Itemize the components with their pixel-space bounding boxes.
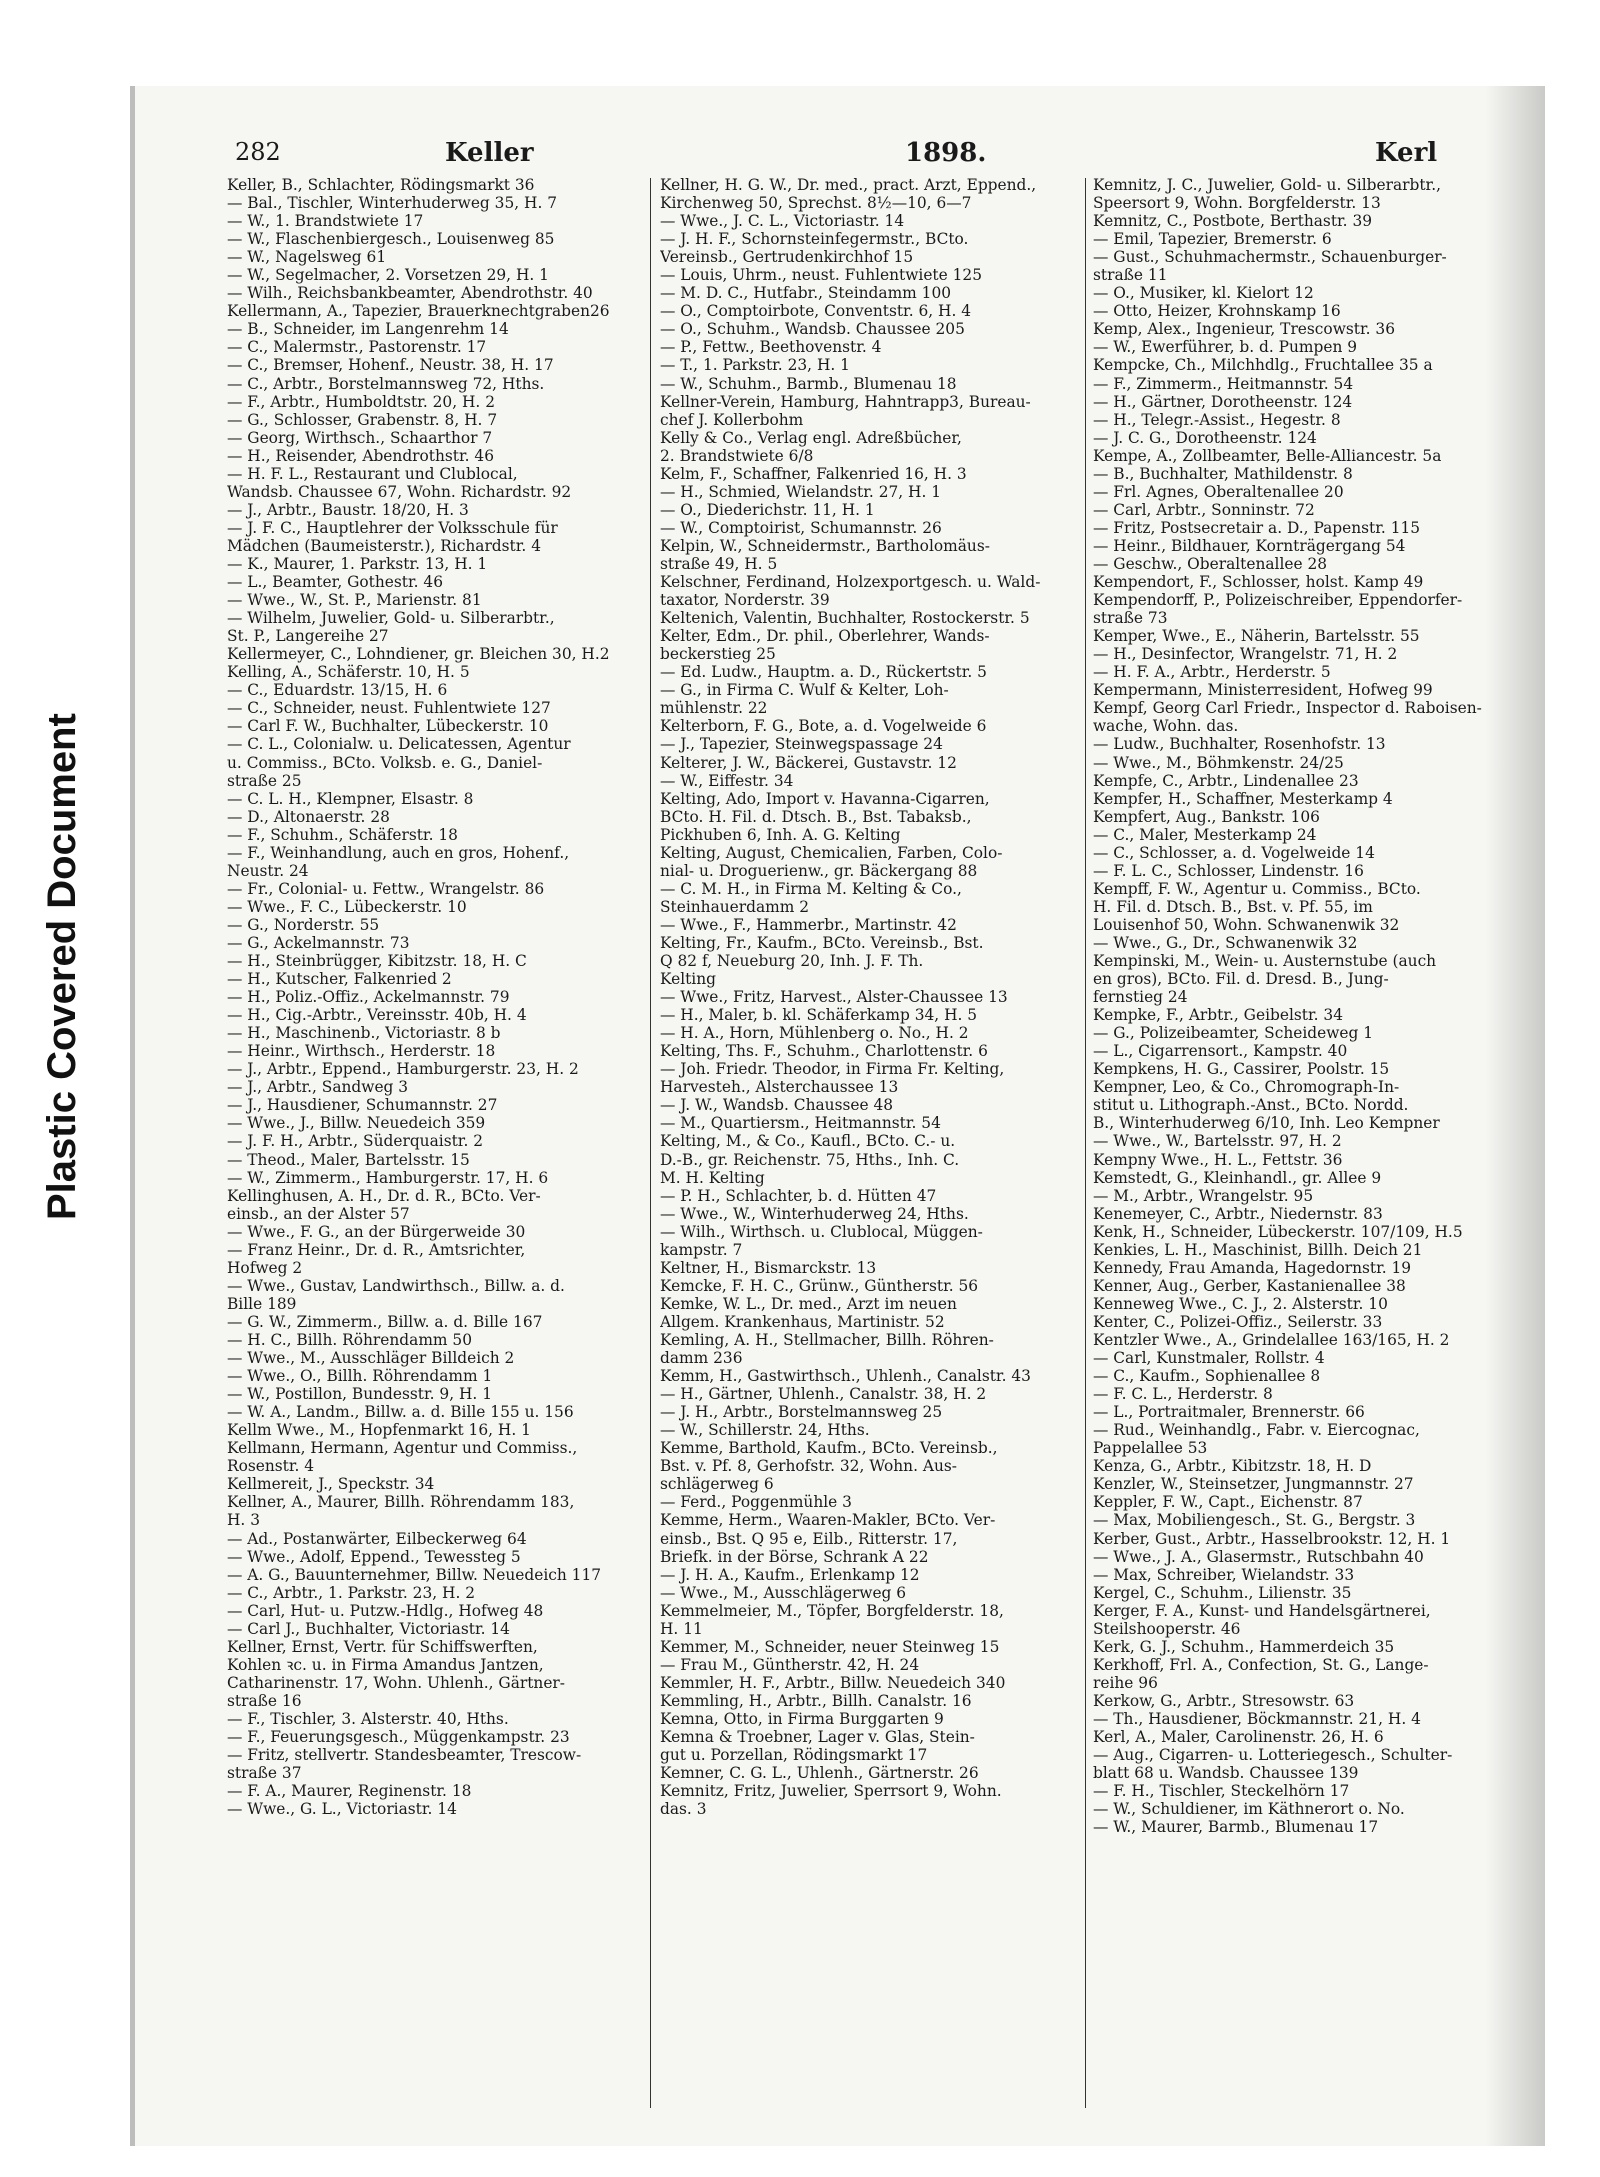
directory-entry-line: Kemstedt, G., Kleinhandl., gr. Allee 9	[1093, 1168, 1382, 1187]
directory-entry-line: Kemcke, F. H. C., Grünw., Güntherstr. 56	[660, 1276, 979, 1295]
directory-entry-line: u. Commiss., BCto. Volksb. e. G., Daniel-	[227, 753, 543, 772]
directory-entry-line: — C., Malermstr., Pastorenstr. 17	[227, 338, 487, 357]
directory-entry-line: Kemling, A. H., Stellmacher, Billh. Röhren-	[660, 1331, 994, 1349]
directory-entry-line: — Wwe., W., Winterhuderweg 24, Hths.	[660, 1204, 969, 1223]
directory-entry-line: — Franz Heinr., Dr. d. R., Amtsrichter,	[227, 1240, 526, 1259]
directory-entry-line: — F., Schuhm., Schäferstr. 18	[227, 825, 458, 844]
directory-entry-line: Kenza, G., Arbtr., Kibitzstr. 18, H. D	[1093, 1457, 1372, 1476]
directory-entry-line: — A. G., Bauunternehmer, Billw. Neuedeich 117	[227, 1565, 602, 1584]
directory-entry-line: Kemner, C. G. L., Uhlenh., Gärtnerstr. 26	[660, 1764, 979, 1783]
directory-entry-line: — Wwe., G., Dr., Schwanenwik 32	[1093, 933, 1358, 952]
directory-entry-line: — W., Nagelsweg 61	[227, 248, 387, 267]
directory-entry-line: reihe 96	[1093, 1673, 1158, 1692]
directory-entry-line: Speersort 9, Wohn. Borgfelderstr. 13	[1093, 194, 1381, 213]
directory-entry-line: Kemm, H., Gastwirthsch., Uhlenh., Canalstr. 43	[660, 1367, 1031, 1386]
directory-entry-line: — H., Reisender, Abendrothstr. 46	[227, 446, 495, 465]
directory-entry-line: D.-B., gr. Reichenstr. 75, Hths., Inh. C.	[660, 1150, 960, 1169]
directory-entry-line: — W., Maurer, Barmb., Blumenau 17	[1093, 1818, 1379, 1837]
directory-entry-line: Q 82 f, Neueburg 20, Inh. J. F. Th.	[660, 952, 924, 971]
directory-entry-line: stitut u. Lithograph.-Anst., BCto. Nordd.	[1093, 1096, 1409, 1115]
directory-entry-line: Pappelallee 53	[1093, 1439, 1208, 1458]
directory-entry-line: Kellermann, A., Tapezier, Brauerknechtgraben26	[227, 302, 610, 321]
directory-entry-line: — Wilhelm, Juwelier, Gold- u. Silberarbtr.,	[227, 609, 555, 628]
directory-entry-line: — O., Schuhm., Wandsb. Chaussee 205	[660, 320, 965, 339]
directory-entry-line: Kerl, A., Maler, Carolinenstr. 26, H. 6	[1093, 1728, 1384, 1747]
directory-entry-line: — J. F. H., Arbtr., Süderquaistr. 2	[227, 1132, 484, 1151]
directory-entry-line: Kempny Wwe., H. L., Fettstr. 36	[1093, 1150, 1343, 1169]
directory-entry-line: nial- u. Droguerienw., gr. Bäckergang 88	[660, 861, 978, 880]
directory-entry-line: straße 37	[227, 1764, 302, 1783]
directory-entry-line: — F., Zimmerm., Heitmannstr. 54	[1093, 374, 1354, 393]
directory-entry-line: Kenzler, W., Steinsetzer, Jungmannstr. 27	[1093, 1475, 1414, 1494]
directory-entry-line: Kelterborn, F. G., Bote, a. d. Vogelweide 6	[660, 717, 987, 736]
directory-entry-line: Catharinenstr. 17, Wohn. Uhlenh., Gärtner-	[227, 1673, 565, 1692]
directory-entry-line: — W., Segelmacher, 2. Vorsetzen 29, H. 1	[227, 266, 549, 285]
directory-entry-line: — Ferd., Poggenmühle 3	[660, 1493, 852, 1512]
directory-entry-line: — H. F. A., Arbtr., Herderstr. 5	[1093, 663, 1331, 682]
directory-entry-line: — Joh. Friedr. Theodor, in Firma Fr. Kelting,	[660, 1060, 1005, 1079]
directory-entry-line: — C. L. H., Klempner, Elsastr. 8	[227, 789, 474, 808]
directory-entry-line: Kempff, F. W., Agentur u. Commiss., BCto.	[1093, 879, 1421, 898]
directory-entry-line: Kempendorff, P., Polizeischreiber, Eppendorfer-	[1093, 591, 1463, 610]
directory-entry-line: Kemmelmeier, M., Töpfer, Borgfelderstr. 18,	[660, 1601, 1004, 1620]
directory-entry-line: Kemnitz, Fritz, Juwelier, Sperrsort 9, Wohn.	[660, 1782, 1002, 1801]
directory-entry-line: — H., Maschinenb., Victoriastr. 8 b	[227, 1024, 501, 1043]
directory-entry-line: Kelterer, J. W., Bäckerei, Gustavstr. 12	[660, 753, 957, 772]
directory-entry-line: — Wwe., J. C. L., Victoriastr. 14	[660, 212, 905, 231]
directory-entry-line: — L., Portraitmaler, Brennerstr. 66	[1093, 1403, 1365, 1422]
directory-entry-line: — F. C. L., Herderstr. 8	[1093, 1385, 1273, 1404]
directory-entry-line: — W., 1. Brandstwiete 17	[227, 212, 424, 231]
directory-entry-line: Kempfe, C., Arbtr., Lindenallee 23	[1093, 771, 1359, 790]
directory-entry-line: Kemna & Troebner, Lager v. Glas, Stein-	[660, 1728, 975, 1747]
directory-entry-line: Kempner, Leo, & Co., Chromograph-In-	[1093, 1078, 1400, 1097]
directory-entry-line: — Carl J., Buchhalter, Victoriastr. 14	[227, 1619, 510, 1638]
directory-entry-line: — Georg, Wirthsch., Schaarthor 7	[227, 428, 493, 447]
directory-entry-line: — H., Maler, b. kl. Schäferkamp 34, H. 5	[660, 1006, 978, 1025]
directory-entry-line: — Wwe., Gustav, Landwirthsch., Billw. a. d.	[227, 1276, 565, 1295]
directory-entry-line: Kemnitz, C., Postbote, Berthastr. 39	[1093, 212, 1373, 231]
directory-entry-line: Kergel, C., Schuhm., Lilienstr. 35	[1093, 1583, 1352, 1602]
directory-entry-line: — Wwe., W., St. P., Marienstr. 81	[227, 591, 482, 610]
directory-entry-line: — T., 1. Parkstr. 23, H. 1	[660, 356, 850, 375]
directory-entry-line: — M., Quartiersm., Heitmannstr. 54	[660, 1114, 941, 1133]
directory-entry-line: — G., Polizeibeamter, Scheideweg 1	[1093, 1024, 1374, 1043]
directory-entry-line: B., Winterhuderweg 6/10, Inh. Leo Kempner	[1093, 1114, 1440, 1133]
directory-entry-line: Briefk. in der Börse, Schrank A 22	[660, 1547, 929, 1566]
directory-entry-line: Steinhauerdamm 2	[660, 897, 810, 916]
directory-entry-line: Hofweg 2	[227, 1258, 303, 1277]
directory-entry-line: — C., Kaufm., Sophienallee 8	[1093, 1367, 1321, 1386]
directory-entry-line: Kempfer, H., Schaffner, Mesterkamp 4	[1093, 789, 1393, 808]
directory-entry-line: Kenemeyer, C., Arbtr., Niedernstr. 83	[1093, 1204, 1383, 1223]
directory-entry-line: — W., Flaschenbiergesch., Louisenweg 85	[227, 230, 555, 249]
directory-entry-line: — Bal., Tischler, Winterhuderweg 35, H. 7	[227, 194, 558, 213]
directory-entry-line: — J. H. F., Schornsteinfegermstr., BCto.	[660, 230, 969, 249]
directory-entry-line: — Fr., Colonial- u. Fettw., Wrangelstr. 86	[227, 879, 545, 898]
directory-entry-line: Kenk, H., Schneider, Lübeckerstr. 107/109, H.5	[1093, 1222, 1463, 1241]
directory-entry-line: fernstieg 24	[1093, 988, 1188, 1007]
directory-entry-line: — C. M. H., in Firma M. Kelting & Co.,	[660, 879, 962, 898]
directory-entry-line: — B., Buchhalter, Mathildenstr. 8	[1093, 464, 1353, 483]
directory-entry-line: Kempkens, H. G., Cassirer, Poolstr. 15	[1093, 1060, 1390, 1079]
directory-entry-line: — J., Arbtr., Eppend., Hamburgerstr. 23, H. 2	[227, 1060, 579, 1079]
directory-entry-line: straße 49, H. 5	[660, 554, 778, 573]
directory-entry-line: — Fritz, stellvertr. Standesbeamter, Trescow-	[227, 1746, 582, 1765]
directory-entry-line: — Wwe., J. A., Glasermstr., Rutschbahn 40	[1093, 1547, 1424, 1566]
directory-entry-line: Kenter, C., Polizei-Offiz., Seilerstr. 33	[1093, 1312, 1383, 1331]
directory-entry-line: Allgem. Krankenhaus, Martinistr. 52	[660, 1312, 945, 1331]
directory-entry-line: Kelm, F., Schaffner, Falkenried 16, H. 3	[660, 464, 967, 483]
directory-entry-line: Kempermann, Ministerresident, Hofweg 99	[1093, 681, 1433, 700]
directory-entry-line: Kenkies, L. H., Maschinist, Billh. Deich 21	[1093, 1240, 1423, 1259]
directory-entry-line: Kelling, A., Schäferstr. 10, H. 5	[227, 663, 470, 682]
column-3	[1093, 176, 1533, 1836]
directory-entry-line: Keltner, H., Bismarckstr. 13	[660, 1258, 877, 1277]
year: 1898.	[905, 138, 987, 168]
directory-entry-line: Vereinsb., Gertrudenkirchhof 15	[660, 248, 914, 267]
directory-entry-line: einsb., Bst. Q 95 e, Eilb., Ritterstr. 17,	[660, 1529, 958, 1548]
directory-entry-line: St. P., Langereihe 27	[227, 627, 389, 646]
directory-entry-line: Kempendort, F., Schlosser, holst. Kamp 49	[1093, 573, 1424, 592]
directory-entry-line: — J. W., Wandsb. Chaussee 48	[660, 1096, 894, 1115]
directory-entry-line: — P., Fettw., Beethovenstr. 4	[660, 338, 882, 357]
directory-entry-line: — W., Schillerstr. 24, Hths.	[660, 1421, 870, 1440]
directory-entry-line: Kelpin, W., Schneidermstr., Bartholomäus-	[660, 536, 990, 555]
directory-entry-line: — F., Arbtr., Humboldtstr. 20, H. 2	[227, 392, 495, 411]
directory-entry-line: straße 11	[1093, 266, 1168, 285]
directory-entry-line: Kirchenweg 50, Sprechst. 8½—10, 6—7	[660, 194, 972, 213]
directory-entry-line: beckerstieg 25	[660, 645, 776, 664]
directory-entry-line: — J., Hausdiener, Schumannstr. 27	[227, 1096, 498, 1115]
directory-entry-line: Kellmann, Hermann, Agentur und Commiss.,	[227, 1439, 578, 1458]
directory-entry-line: taxator, Norderstr. 39	[660, 591, 830, 610]
directory-entry-line: — K., Maurer, 1. Parkstr. 13, H. 1	[227, 554, 488, 573]
directory-entry-line: Bst. v. Pf. 8, Gerhofstr. 32, Wohn. Aus-	[660, 1457, 958, 1476]
directory-entry-line: — Wwe., Fritz, Harvest., Alster-Chaussee 13	[660, 988, 1008, 1007]
directory-entry-line: — F. A., Maurer, Reginenstr. 18	[227, 1782, 472, 1801]
directory-entry-line: — G., Norderstr. 55	[227, 915, 380, 934]
directory-entry-line: Kohlen ꝛc. u. in Firma Amandus Jantzen,	[227, 1655, 544, 1674]
directory-entry-line: Kempfert, Aug., Bankstr. 106	[1093, 807, 1320, 826]
directory-entry-line: — Ludw., Buchhalter, Rosenhofstr. 13	[1093, 735, 1386, 754]
directory-entry-line: — W., Schuhm., Barmb., Blumenau 18	[660, 374, 957, 393]
directory-entry-line: H. 3	[227, 1511, 260, 1530]
directory-entry-line: Kemmling, H., Arbtr., Billh. Canalstr. 16	[660, 1691, 972, 1710]
directory-entry-line: Keltenich, Valentin, Buchhalter, Rostockerstr. 5	[660, 609, 1030, 628]
page-number: 282	[235, 138, 281, 166]
directory-entry-line: — Wwe., J., Billw. Neuedeich 359	[227, 1114, 486, 1133]
directory-entry-line: Kemmer, M., Schneider, neuer Steinweg 15	[660, 1637, 1000, 1656]
directory-entry-line: Kemme, Herm., Waaren-Makler, BCto. Ver-	[660, 1511, 996, 1530]
directory-entry-line: einsb., an der Alster 57	[227, 1204, 410, 1223]
directory-entry-line: — W. A., Landm., Billw. a. d. Bille 155 u. 156	[227, 1403, 574, 1422]
directory-entry-line: damm 236	[660, 1349, 743, 1368]
directory-entry-line: — Wwe., M., Böhmkenstr. 24/25	[1093, 753, 1344, 772]
directory-entry-line: Kerger, F. A., Kunst- und Handelsgärtnerei,	[1093, 1601, 1431, 1620]
directory-entry-line: — M. D. C., Hutfabr., Steindamm 100	[660, 284, 952, 303]
directory-entry-line: Kellner-Verein, Hamburg, Hahntrapp3, Bureau-	[660, 392, 1031, 411]
directory-entry-line: — Carl, Kunstmaler, Rollstr. 4	[1093, 1349, 1325, 1368]
directory-entry-line: — Wwe., Adolf, Eppend., Tewessteg 5	[227, 1547, 521, 1566]
directory-entry-line: — C., Maler, Mesterkamp 24	[1093, 825, 1317, 844]
directory-entry-line: Keppler, F. W., Capt., Eichenstr. 87	[1093, 1493, 1363, 1512]
directory-entry-line: — Louis, Uhrm., neust. Fuhlentwiete 125	[660, 266, 982, 285]
directory-entry-line: — H., Gärtner, Uhlenh., Canalstr. 38, H. 2	[660, 1385, 987, 1404]
directory-entry-line: Kemnitz, J. C., Juwelier, Gold- u. Silberarbtr.,	[1093, 176, 1441, 194]
directory-entry-line: — Carl F. W., Buchhalter, Lübeckerstr. 10	[227, 717, 549, 736]
directory-entry-line: Kemke, W. L., Dr. med., Arzt im neuen	[660, 1294, 957, 1313]
directory-entry-line: — H., Poliz.-Offiz., Ackelmannstr. 79	[227, 988, 510, 1007]
directory-entry-line: — O., Comptoirbote, Conventstr. 6, H. 4	[660, 302, 972, 321]
directory-entry-line: Kennedy, Frau Amanda, Hagedornstr. 19	[1093, 1258, 1412, 1277]
directory-entry-line: 2. Brandstwiete 6/8	[660, 446, 814, 465]
directory-entry-line: — Emil, Tapezier, Bremerstr. 6	[1093, 230, 1332, 249]
directory-entry-line: Kemme, Barthold, Kaufm., BCto. Vereinsb.,	[660, 1439, 998, 1458]
directory-entry-line: — Carl, Arbtr., Sonninstr. 72	[1093, 500, 1315, 519]
directory-entry-line: schlägerweg 6	[660, 1475, 774, 1494]
directory-entry-line: — H., Desinfector, Wrangelstr. 71, H. 2	[1093, 645, 1398, 664]
directory-entry-line: Kemmler, H. F., Arbtr., Billw. Neuedeich 340	[660, 1673, 1006, 1692]
directory-entry-line: — Wwe., F., Hammerbr., Martinstr. 42	[660, 915, 957, 934]
directory-entry-line: — C., Bremser, Hohenf., Neustr. 38, H. 17	[227, 356, 554, 375]
directory-entry-line: — H., Telegr.-Assist., Hegestr. 8	[1093, 410, 1341, 429]
directory-entry-line: das. 3	[660, 1800, 707, 1819]
directory-entry-line: — G., in Firma C. Wulf & Kelter, Loh-	[660, 681, 949, 700]
directory-entry-line: — G., Schlosser, Grabenstr. 8, H. 7	[227, 410, 498, 429]
directory-entry-line: mühlenstr. 22	[660, 699, 768, 718]
directory-entry-line: — L., Beamter, Gothestr. 46	[227, 573, 443, 592]
directory-entry-line: — Wwe., W., Bartelsstr. 97, H. 2	[1093, 1132, 1342, 1151]
directory-entry-line: — J. H. A., Kaufm., Erlenkamp 12	[660, 1565, 920, 1584]
directory-entry-line: Kerkhoff, Frl. A., Confection, St. G., Lange-	[1093, 1655, 1429, 1674]
directory-entry-line: — J., Arbtr., Baustr. 18/20, H. 3	[227, 500, 469, 519]
directory-entry-line: Kerkow, G., Arbtr., Stresowstr. 63	[1093, 1691, 1355, 1710]
directory-entry-line: — H. C., Billh. Röhrendamm 50	[227, 1331, 473, 1349]
directory-entry-line: — Wwe., G. L., Victoriastr. 14	[227, 1800, 457, 1819]
directory-entry-line: — Frl. Agnes, Oberaltenallee 20	[1093, 482, 1344, 501]
directory-entry-line: Kellinghusen, A. H., Dr. d. R., BCto. Ver-	[227, 1186, 541, 1205]
directory-entry-line: — H., Cig.-Arbtr., Vereinsstr. 40b, H. 4	[227, 1006, 527, 1025]
column-1	[227, 176, 647, 1818]
directory-entry-line: Kelly & Co., Verlag engl. Adreßbücher,	[660, 428, 962, 447]
directory-entry-line: — C., Arbtr., Borstelmannsweg 72, Hths.	[227, 374, 545, 393]
directory-entry-line: — Th., Hausdiener, Böckmannstr. 21, H. 4	[1093, 1709, 1421, 1728]
directory-entry-line: Kelting, Fr., Kaufm., BCto. Vereinsb., Bst.	[660, 933, 984, 952]
directory-entry-line: — Fritz, Postsecretair a. D., Papenstr. 115	[1093, 518, 1421, 537]
directory-entry-line: gut u. Porzellan, Rödingsmarkt 17	[660, 1746, 928, 1765]
column-rule	[650, 178, 651, 2108]
directory-entry-line: Kellm Wwe., M., Hopfenmarkt 16, H. 1	[227, 1421, 531, 1440]
directory-entry-line: Kenneweg Wwe., C. J., 2. Alsterstr. 10	[1093, 1294, 1388, 1313]
directory-entry-line: — C., Arbtr., 1. Parkstr. 23, H. 2	[227, 1583, 476, 1602]
directory-entry-line: — W., Ewerführer, b. d. Pumpen 9	[1093, 338, 1358, 357]
directory-entry-line: straße 25	[227, 771, 302, 790]
directory-entry-line: — Heinr., Bildhauer, Kornträgergang 54	[1093, 536, 1406, 555]
directory-entry-line: Kerber, Gust., Arbtr., Hasselbrookstr. 12, H. 1	[1093, 1529, 1451, 1548]
directory-entry-line: BCto. H. Fil. d. Dtsch. B., Bst. Tabaksb.,	[660, 807, 972, 826]
directory-entry-line: — Otto, Heizer, Krohnskamp 16	[1093, 302, 1341, 321]
directory-entry-line: — F., Weinhandlung, auch en gros, Hohenf.,	[227, 843, 570, 862]
directory-entry-line: M. H. Kelting	[660, 1168, 765, 1187]
directory-entry-line: — G., Ackelmannstr. 73	[227, 933, 410, 952]
directory-entry-line: — Frau M., Güntherstr. 42, H. 24	[660, 1655, 920, 1674]
directory-entry-line: Rosenstr. 4	[227, 1457, 315, 1476]
directory-entry-line: — M., Arbtr., Wrangelstr. 95	[1093, 1186, 1314, 1205]
directory-entry-line: Kempe, A., Zollbeamter, Belle-Alliancestr. 5a	[1093, 446, 1442, 465]
directory-entry-line: — Theod., Maler, Bartelsstr. 15	[227, 1150, 470, 1169]
directory-entry-line: — B., Schneider, im Langenrehm 14	[227, 320, 509, 339]
directory-entry-line: Kelting, M., & Co., Kaufl., BCto. C.- u.	[660, 1132, 956, 1151]
directory-page	[130, 86, 1545, 2146]
directory-entry-line: Kellermeyer, C., Lohndiener, gr. Bleichen 30, H.2	[227, 645, 610, 664]
directory-entry-line: chef J. Kollerbohm	[660, 410, 804, 429]
directory-entry-line: H. 11	[660, 1619, 703, 1638]
directory-entry-line: Kelting, Ado, Import v. Havanna-Cigarren,	[660, 789, 990, 808]
directory-entry-line: Bille 189	[227, 1294, 297, 1313]
directory-entry-line: — Max, Schreiber, Wielandstr. 33	[1093, 1565, 1355, 1584]
directory-entry-line: — W., Zimmerm., Hamburgerstr. 17, H. 6	[227, 1168, 549, 1187]
directory-entry-line: H. Fil. d. Dtsch. B., Bst. v. Pf. 55, im	[1093, 897, 1373, 916]
directory-entry-line: — Ad., Postanwärter, Eilbeckerweg 64	[227, 1529, 527, 1548]
directory-entry-line: — J. H., Arbtr., Borstelmannsweg 25	[660, 1403, 943, 1422]
directory-entry-line: — L., Cigarrensort., Kampstr. 40	[1093, 1042, 1348, 1061]
directory-entry-line: — Ed. Ludw., Hauptm. a. D., Rückertstr. 5	[660, 663, 987, 682]
directory-entry-line: Kemp, Alex., Ingenieur, Trescowstr. 36	[1093, 320, 1395, 339]
directory-entry-line: — Wwe., M., Ausschläger Billdeich 2	[227, 1349, 515, 1368]
directory-entry-line: — D., Altonaerstr. 28	[227, 807, 390, 826]
page-header	[235, 138, 1535, 178]
directory-entry-line: — O., Diederichstr. 11, H. 1	[660, 500, 875, 519]
directory-entry-line: Kerk, G. J., Schuhm., Hammerdeich 35	[1093, 1637, 1395, 1656]
directory-entry-line: — H., Schmied, Wielandstr. 27, H. 1	[660, 482, 942, 501]
directory-entry-line: — C. L., Colonialw. u. Delicatessen, Agentur	[227, 735, 571, 754]
directory-entry-line: — H., Kutscher, Falkenried 2	[227, 970, 452, 989]
directory-entry-line: Pickhuben 6, Inh. A. G. Kelting	[660, 825, 901, 844]
directory-entry-line: — Geschw., Oberaltenallee 28	[1093, 554, 1328, 573]
directory-entry-line: — J., Arbtr., Sandweg 3	[227, 1078, 409, 1097]
directory-entry-line: Kempf, Georg Carl Friedr., Inspector d. Raboisen-	[1093, 699, 1482, 718]
directory-entry-line: Kellner, Ernst, Vertr. für Schiffswerften,	[227, 1637, 538, 1656]
directory-entry-line: — Heinr., Wirthsch., Herderstr. 18	[227, 1042, 496, 1061]
directory-entry-line: — J., Tapezier, Steinwegspassage 24	[660, 735, 943, 754]
directory-entry-line: — Wilh., Reichsbankbeamter, Abendrothstr. 40	[227, 284, 593, 303]
directory-entry-line: Kenner, Aug., Gerber, Kastanienallee 38	[1093, 1276, 1406, 1295]
directory-entry-line: — F. H., Tischler, Steckelhörn 17	[1093, 1782, 1350, 1801]
directory-entry-line: — Gust., Schuhmachermstr., Schauenburger-	[1093, 248, 1447, 267]
directory-entry-line: Mädchen (Baumeisterstr.), Richardstr. 4	[227, 536, 541, 555]
directory-entry-line: — W., Schuldiener, im Käthnerort o. No.	[1093, 1800, 1405, 1819]
directory-entry-line: — H., Gärtner, Dorotheenstr. 124	[1093, 392, 1353, 411]
directory-entry-line: Wandsb. Chaussee 67, Wohn. Richardstr. 92	[227, 482, 572, 501]
directory-entry-line: wache, Wohn. das.	[1093, 717, 1239, 736]
directory-entry-line: Kellner, H. G. W., Dr. med., pract. Arzt, Eppend.,	[660, 176, 1037, 194]
directory-entry-line: en gros), BCto. Fil. d. Dresd. B., Jung-	[1093, 970, 1389, 989]
directory-entry-line: — O., Musiker, kl. Kielort 12	[1093, 284, 1314, 303]
directory-entry-line: — H., Steinbrügger, Kibitzstr. 18, H. C	[227, 952, 527, 971]
left-keyword: Keller	[445, 138, 534, 168]
directory-entry-line: Kentzler Wwe., A., Grindelallee 163/165, H. 2	[1093, 1331, 1450, 1349]
directory-entry-line: — W., Comptoirist, Schumannstr. 26	[660, 518, 942, 537]
directory-entry-line: — Wwe., M., Ausschlägerweg 6	[660, 1583, 907, 1602]
directory-entry-line: — Aug., Cigarren- u. Lotteriegesch., Schulter-	[1093, 1746, 1453, 1765]
directory-entry-line: Kemna, Otto, in Firma Burggarten 9	[660, 1709, 944, 1728]
directory-entry-line: — H. A., Horn, Mühlenberg o. No., H. 2	[660, 1024, 969, 1043]
directory-entry-line: Kellner, A., Maurer, Billh. Röhrendamm 183,	[227, 1493, 575, 1512]
directory-entry-line: straße 73	[1093, 609, 1168, 628]
directory-entry-line: Neustr. 24	[227, 861, 309, 880]
directory-entry-line: Kellmereit, J., Speckstr. 34	[227, 1475, 435, 1494]
directory-entry-line: — J. C. G., Dorotheenstr. 124	[1093, 428, 1317, 447]
directory-entry-line: — J. F. C., Hauptlehrer der Volksschule für	[227, 518, 558, 537]
directory-entry-line: — W., Eiffestr. 34	[660, 771, 794, 790]
directory-entry-line: — Wwe., F. G., an der Bürgerweide 30	[227, 1222, 526, 1241]
directory-entry-line: — P. H., Schlachter, b. d. Hütten 47	[660, 1186, 937, 1205]
right-keyword: Kerl	[1375, 138, 1438, 168]
directory-entry-line: — F., Tischler, 3. Alsterstr. 40, Hths.	[227, 1709, 509, 1728]
directory-entry-line: Kelter, Edm., Dr. phil., Oberlehrer, Wands-	[660, 627, 990, 646]
directory-entry-line: Harvesteh., Alsterchaussee 13	[660, 1078, 899, 1097]
directory-entry-line: — F., Feuerungsgesch., Müggenkampstr. 23	[227, 1728, 570, 1747]
directory-entry-line: Steilshooperstr. 46	[1093, 1619, 1241, 1638]
directory-entry-line: — Wwe., F. C., Lübeckerstr. 10	[227, 897, 467, 916]
directory-entry-line: Kelting	[660, 970, 716, 989]
directory-entry-line: — Carl, Hut- u. Putzw.-Hdlg., Hofweg 48	[227, 1601, 544, 1620]
directory-entry-line: Kempinski, M., Wein- u. Austernstube (auch	[1093, 952, 1437, 971]
directory-entry-line: Louisenhof 50, Wohn. Schwanenwik 32	[1093, 915, 1400, 934]
directory-entry-line: — F. L. C., Schlosser, Lindenstr. 16	[1093, 861, 1364, 880]
directory-entry-line: straße 16	[227, 1691, 302, 1710]
directory-entry-line: — C., Schneider, neust. Fuhlentwiete 127	[227, 699, 551, 718]
directory-entry-line: — Wwe., O., Billh. Röhrendamm 1	[227, 1367, 493, 1386]
directory-entry-line: — G. W., Zimmerm., Billw. a. d. Bille 167	[227, 1312, 543, 1331]
directory-entry-line: — C., Eduardstr. 13/15, H. 6	[227, 681, 448, 700]
directory-entry-line: — H. F. L., Restaurant und Clublocal,	[227, 464, 518, 483]
directory-entry-line: Kempke, F., Arbtr., Geibelstr. 34	[1093, 1006, 1343, 1025]
directory-entry-line: Kemper, Wwe., E., Näherin, Bartelsstr. 55	[1093, 627, 1420, 646]
plastic-covered-label: Plastic Covered Document	[40, 713, 84, 1220]
directory-entry-line: Kelting, August, Chemicalien, Farben, Colo-	[660, 843, 1003, 862]
column-2	[660, 176, 1090, 1818]
directory-entry-line: — Max, Mobiliengesch., St. G., Bergstr. 3	[1093, 1511, 1416, 1530]
directory-entry-line: — Rud., Weinhandlg., Fabr. v. Eiercognac,	[1093, 1421, 1420, 1440]
directory-entry-line: blatt 68 u. Wandsb. Chaussee 139	[1093, 1764, 1359, 1783]
directory-entry-line: Kempcke, Ch., Milchhdlg., Fruchtallee 35 a	[1093, 356, 1433, 375]
directory-entry-line: kampstr. 7	[660, 1240, 743, 1259]
directory-entry-line: — Wilh., Wirthsch. u. Clublocal, Müggen-	[660, 1222, 983, 1241]
directory-entry-line: — W., Postillon, Bundesstr. 9, H. 1	[227, 1385, 492, 1404]
directory-entry-line: Keller, B., Schlachter, Rödingsmarkt 36	[227, 176, 535, 194]
directory-entry-line: — C., Schlosser, a. d. Vogelweide 14	[1093, 843, 1375, 862]
directory-entry-line: Kelting, Ths. F., Schuhm., Charlottenstr. 6	[660, 1042, 988, 1061]
directory-entry-line: Kelschner, Ferdinand, Holzexportgesch. u. Wald-	[660, 573, 1041, 592]
